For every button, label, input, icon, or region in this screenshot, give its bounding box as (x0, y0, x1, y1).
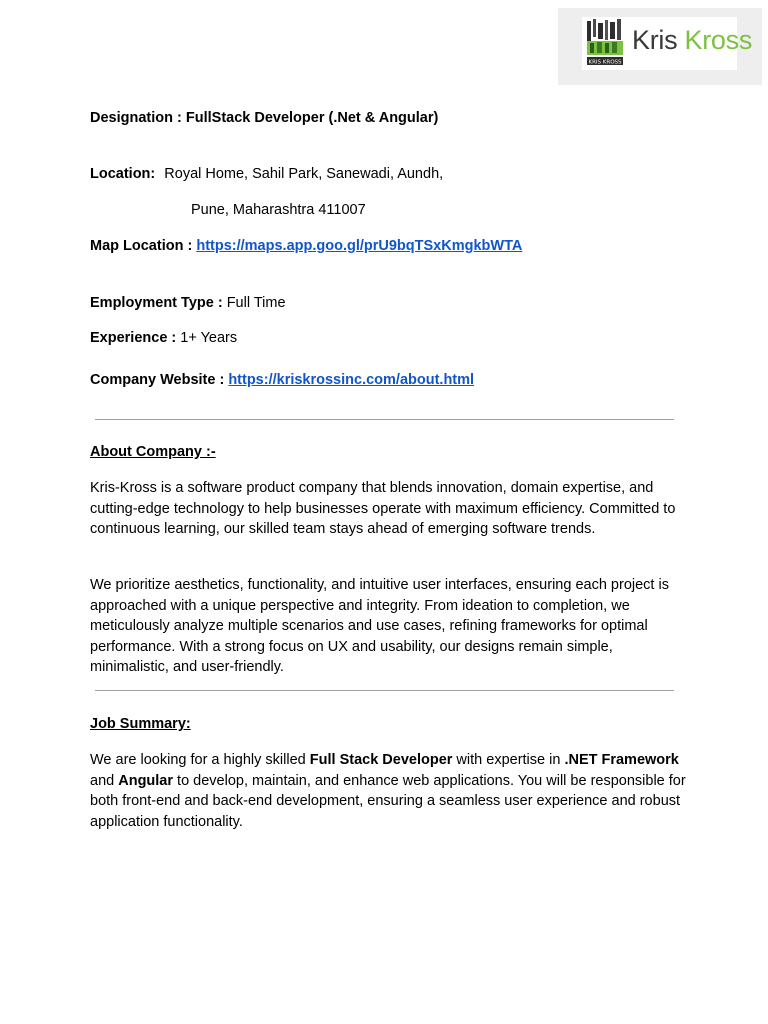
employment-type-value: Full Time (226, 295, 286, 311)
job-summary-heading: Job Summary: (90, 716, 191, 732)
logo-wordmark (632, 25, 752, 56)
summary-text-4: to develop, maintain, and enhance web applications. You will be responsible for both front-end and back-end development, ensuring a seamless user experience and robust application functionality. (90, 772, 686, 830)
summary-bold-role: Full Stack Developer (309, 752, 453, 768)
logo-mark-icon (585, 17, 625, 67)
company-website-line (90, 371, 474, 389)
summary-text-2: with expertise in (452, 752, 565, 768)
designation-value: FullStack Developer (.Net & Angular) (185, 110, 439, 126)
designation-label: Designation : (90, 110, 186, 126)
job-summary-paragraph (90, 750, 690, 832)
experience-line (90, 329, 237, 347)
location-line (90, 165, 443, 183)
company-website-label: Company Website : (90, 372, 229, 388)
summary-text-3: and (90, 772, 119, 789)
location-address-line2: Pune, Maharashtra 411007 (191, 202, 366, 218)
experience-value: 1+ Years (180, 330, 238, 346)
logo-mark-caption: KRIS KROSS (588, 59, 622, 66)
map-location-label: Map Location : (90, 238, 197, 254)
experience-label: Experience : (90, 330, 181, 346)
divider (95, 419, 674, 420)
divider (95, 690, 674, 691)
about-heading: About Company :- (90, 444, 216, 460)
summary-bold-dotnet: .NET Framework (564, 752, 679, 768)
company-logo (558, 8, 762, 85)
location-address-line1: Royal Home, Sahil Park, Sanewadi, Aundh, (164, 166, 444, 182)
logo-word-kris: Kris (632, 25, 678, 55)
summary-text-1: We are looking for a highly skilled (90, 752, 310, 768)
employment-type-line (90, 294, 286, 312)
summary-bold-angular: Angular (118, 772, 174, 789)
about-paragraph-2: We prioritize aesthetics, functionality, and intuitive user interfaces, ensuring each project is approached with a unique perspective and integrity. From ideation to completion, we meticulously analyze multiple scenarios and use cases, refining frameworks for optimal performance. With a strong focus on UX and usability, our designs remain simple, minimalistic, and user-friendly. (90, 577, 669, 675)
location-label: Location: (90, 166, 156, 182)
logo-panel (582, 17, 753, 70)
map-location-line (90, 237, 522, 255)
map-location-link[interactable]: https://maps.app.goo.gl/prU9bqTSxKmgkbWTA (196, 238, 523, 254)
employment-type-label: Employment Type : (90, 295, 227, 311)
company-website-link[interactable]: https://kriskrossinc.com/about.html (228, 372, 475, 388)
logo-word-kross: Kross (684, 25, 753, 55)
about-paragraph-1: Kris-Kross is a software product company that blends innovation, domain expertise, and cutting-edge technology to help businesses operate with maximum efficiency. Committed to continuous learning, our skilled team stays ahead of emerging software trends. (90, 480, 676, 537)
designation-line (90, 109, 438, 127)
